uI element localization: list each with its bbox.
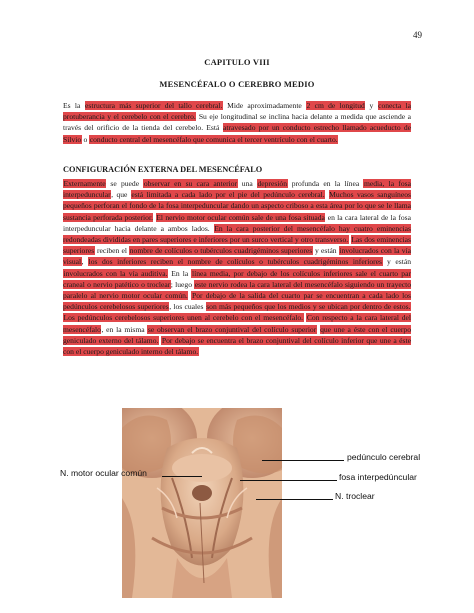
label-fosa: fosa interpedúncular bbox=[339, 472, 417, 482]
text-run: Mide aproximadamente bbox=[222, 101, 307, 110]
text-run: , en la misma bbox=[101, 324, 148, 334]
text-run: profunda en la línea bbox=[287, 179, 364, 188]
highlighted-text: media, la fosa interpeduncular bbox=[63, 179, 411, 200]
leader-fosa bbox=[240, 480, 337, 481]
text-run: y están bbox=[312, 246, 339, 256]
subheading: CONFIGURACIÓN EXTERNA DEL MESENCÉFALO bbox=[63, 165, 263, 174]
intro-paragraph bbox=[63, 100, 411, 145]
highlighted-text: Muchos vasos sanguíneos pequeños perforan el fondo de la fosa interpeduncular dando un aspecto criboso a esta área por lo que se le llama sustancia perforada posterior. bbox=[63, 190, 411, 222]
highlighted-text: este nervio rodea la cara lateral del mesencéfalo siguiendo un trayecto paralelo al nervio motor ocular común. bbox=[63, 279, 412, 301]
highlighted-text: los dos inferiores reciben el nombre de colículos o tubérculos cuadrigéminos inferiores bbox=[88, 257, 382, 267]
text-run: y bbox=[365, 101, 378, 110]
text-run: , los cuales bbox=[169, 302, 206, 312]
highlighted-text: son más pequeños que los medios y se ubican por dentro de estos. bbox=[206, 302, 411, 312]
highlighted-text: se observan el brazo conjuntival del colículo superior bbox=[147, 324, 317, 334]
highlighted-text: Los pedúnculos cerebelosos superiores unen al cerebelo con el mesencéfalo. bbox=[63, 313, 304, 323]
text-run: o bbox=[81, 134, 90, 144]
highlighted-text: conducto central del mesencéfalo que comunica el tercer ventrículo con el cuarto. bbox=[89, 134, 338, 144]
highlighted-text: Por debajo de la salida del cuarto par se encuentran a cada lado los pedúnculos cerebelosos superiores bbox=[63, 291, 411, 312]
highlighted-text: nombre de colículos o tubérculos cuadrigéminos superiores bbox=[129, 246, 313, 256]
highlighted-text: Con respecto a la cara lateral del mesencéfalo bbox=[63, 313, 411, 334]
highlighted-text: está limitada a cada lado por el pie del pedúnculo cerebral. bbox=[131, 190, 325, 200]
highlighted-text: atravesado por un conducto estrecho llamado acueducto de Silvio bbox=[63, 123, 411, 144]
highlighted-text: depresión bbox=[257, 179, 287, 188]
highlighted-text: línea media, por debajo de los colículos inferiores sale el cuarto par craneal o nervio patético o troclear bbox=[63, 268, 411, 289]
label-pedunculo: pedúnculo cerebral bbox=[347, 452, 421, 462]
brainstem-illustration bbox=[122, 408, 282, 598]
highlighted-text: Por debajo se encuentra el brazo conjuntival del colículo inferior que une a éste con el cuerpo geniculado interno del tálamo. bbox=[63, 335, 411, 357]
text-run: En la bbox=[168, 268, 192, 278]
text-run: , bbox=[81, 257, 89, 267]
text-run: , que bbox=[111, 190, 131, 200]
highlighted-text: estructura más superior del tallo cerebral. bbox=[85, 101, 223, 110]
highlighted-text: conecta la protuberancia y el cerebelo con el cerebro. bbox=[63, 101, 411, 122]
text-run: en la cara lateral de la fosa interpeduncular hacia delante a ambos lados. bbox=[63, 212, 411, 233]
highlighted-text: involucrados con la vía visual bbox=[63, 246, 411, 267]
leader-motor-ocular bbox=[162, 476, 202, 477]
label-troclear: N. troclear bbox=[335, 491, 375, 501]
highlighted-text: 2 cm de longitud bbox=[306, 101, 365, 110]
text-run: se puede bbox=[106, 179, 144, 188]
text-run: y están bbox=[382, 257, 412, 267]
highlighted-text: Externamente bbox=[63, 179, 106, 188]
brainstem-figure bbox=[122, 408, 282, 598]
highlighted-text: El nervio motor ocular común sale de una fosa situada bbox=[156, 212, 325, 222]
text-run: Es la bbox=[63, 101, 85, 110]
highlighted-text: que une a éste con el cuerpo geniculado externo del tálamo. bbox=[63, 324, 411, 345]
chapter-title: CAPITULO VIII bbox=[204, 57, 270, 67]
text-run: una bbox=[237, 179, 257, 188]
body-paragraph bbox=[63, 178, 411, 357]
section-title: MESENCÉFALO O CEREBRO MEDIO bbox=[159, 79, 315, 89]
page-number: 49 bbox=[413, 30, 422, 40]
text-run: Su eje longitudinal se inclina hacia delante a medida que asciende a través del orificio de la tienda del cerebelo. Está bbox=[63, 112, 411, 133]
highlighted-text: Las dos eminencias superiores bbox=[63, 235, 412, 256]
text-run: ; luego bbox=[170, 279, 195, 289]
highlighted-text: En la cara posterior del mesencéfalo hay cuatro eminencias redondeadas divididas en pares superiores e inferiores por un surco vertical y otro transverso. bbox=[63, 223, 412, 245]
text-run: reciben el bbox=[94, 246, 130, 256]
highlighted-text: involucrados con la vía auditiva. bbox=[63, 268, 168, 278]
highlighted-text: observar en su cara anterior bbox=[143, 179, 238, 188]
leader-pedunculo bbox=[262, 460, 344, 461]
label-motor-ocular: N. motor ocular común bbox=[60, 468, 147, 478]
leader-troclear bbox=[256, 499, 333, 500]
